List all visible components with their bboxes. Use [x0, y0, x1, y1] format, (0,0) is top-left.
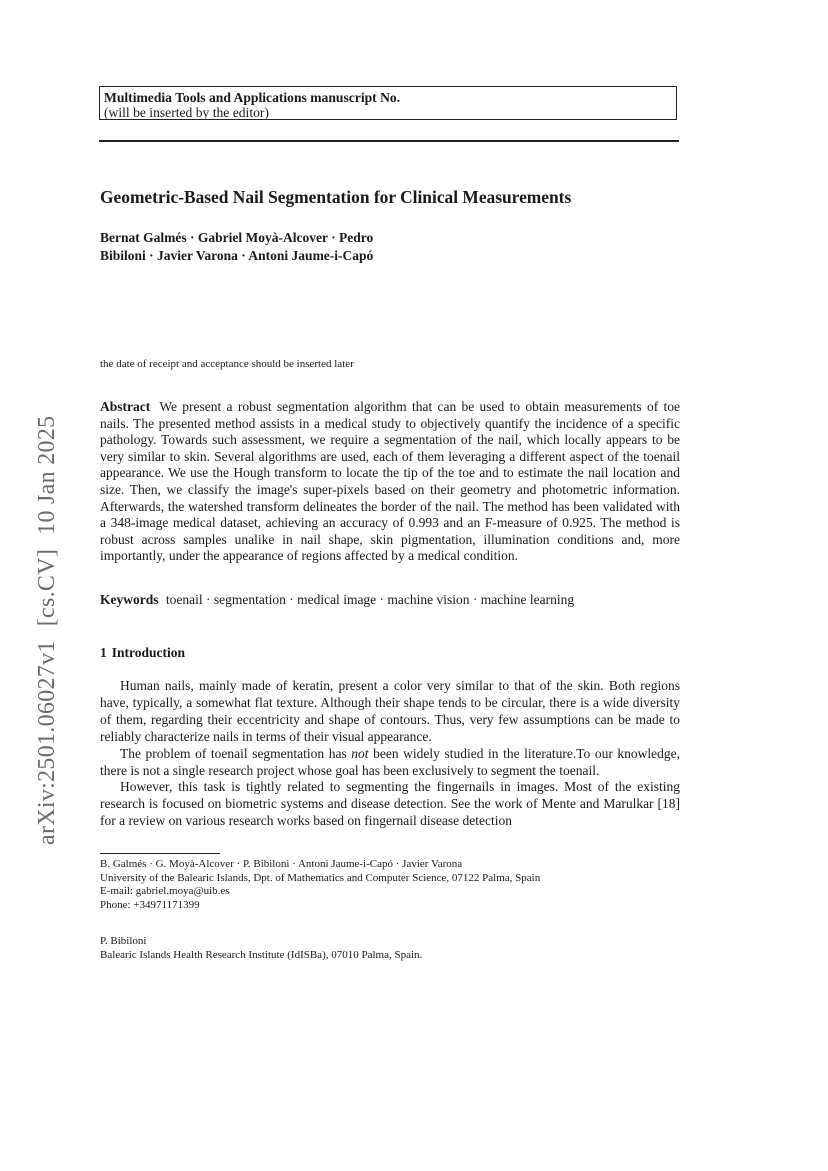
arxiv-id: arXiv:2501.06027v1: [34, 640, 60, 845]
paper-title: Geometric-Based Nail Segmentation for Clinical Measurements: [100, 187, 572, 207]
footnote-rule: [100, 853, 220, 854]
journal-header-box: [99, 86, 677, 120]
arxiv-date: 10 Jan 2025: [34, 415, 60, 535]
footnote-phone: Phone: +34971171399: [100, 899, 200, 912]
header-rule: [99, 140, 679, 142]
section-title: Introduction: [111, 645, 186, 660]
paragraph-2: [100, 746, 680, 780]
abstract-label: Abstract: [100, 399, 151, 414]
abstract-text: We present a robust segmentation algorithm that can be used to obtain measurements of toe nails. The presented method assists in a medical study to objectively quantify the incidence of a specific pathology. Towards such assessment, we require a segmentation of the nail, which locally appears to be very similar to skin. Several algorithms are used, each of them leveraging a different aspect of the toenail appearance. We use the Hough transform to locate the tip of the toe and to estimate the nail location and size. Then, we classify the image's super-pixels based on their geometry and photometric information. Afterwards, the watershed transform delineates the border of the nail. The method has been validated with a 348-image medical dataset, achieving an accuracy of 0.993 and an F-measure of 0.925. The method is robust across samples unalike in nail shape, skin pigmentation, illumination conditions and, more importantly, under the appearance of regions affected by a medical condition.: [100, 399, 680, 564]
arxiv-stamp: [34, 416, 60, 845]
paragraph-2-start: The problem of toenail segmentation has: [120, 745, 352, 761]
keywords: [100, 592, 680, 608]
arxiv-category: [cs.CV]: [34, 548, 60, 627]
footnote-affiliation: [100, 858, 680, 913]
body-text: [100, 678, 680, 830]
paragraph-2-emphasis: not: [351, 745, 369, 761]
editor-note: (will be inserted by the editor): [104, 105, 269, 120]
paragraph-2-end: been widely studied in the literature.To our knowledge, there is not a single research project whose goal has been exclusively to segment the toenail.: [100, 745, 680, 778]
paragraph-1: Human nails, mainly made of keratin, present a color very similar to that of the skin. Both regions have, typically, a somewhat flat texture. Although their shape tends to be circular, there is a wide diversity of them, regarding their eccentricity and shape of contours. Thus, very few assumptions can be made to reliably characterize nails in terms of their visual appearance.: [100, 678, 680, 744]
section-heading: [100, 645, 185, 661]
author-list: [100, 229, 520, 265]
abstract: [100, 399, 680, 565]
footnote-affiliation-text: University of the Balearic Islands, Dpt. of Mathematics and Computer Science, 07122 Palma, Spain: [100, 871, 541, 884]
footnote-second-affiliation: [100, 935, 680, 962]
footnote-affiliation-2: Balearic Islands Health Research Institute (IdISBa), 07010 Palma, Spain.: [100, 948, 423, 961]
paragraph-3: However, this task is tightly related to segmenting the fingernails in images. Most of the existing research is focused on biometric systems and disease detection. See the work of Mente and Marulkar [18] for a review on various research works based on fingernail disease detection: [100, 779, 680, 829]
author-line-2: Bibiloni · Javier Varona · Antoni Jaume-i-Capó: [100, 248, 374, 263]
footnote-email: E-mail: gabriel.moya@uib.es: [100, 885, 230, 898]
author-line-1: Bernat Galmés · Gabriel Moyà-Alcover · Pedro: [100, 230, 374, 245]
keywords-label: Keywords: [100, 592, 159, 607]
dates-note: the date of receipt and acceptance should be inserted later: [100, 358, 354, 370]
footnote-authors: B. Galmés · G. Moyà-Alcover · P. Bibiloni · Antoni Jaume-i-Capó · Javier Varona: [100, 858, 463, 870]
footnote-name-2: P. Bibiloni: [100, 935, 147, 947]
section-number: 1: [100, 645, 107, 660]
journal-name: Multimedia Tools and Applications manuscript No.: [104, 90, 401, 105]
keywords-text: toenail · segmentation · medical image · machine vision · machine learning: [165, 592, 575, 607]
